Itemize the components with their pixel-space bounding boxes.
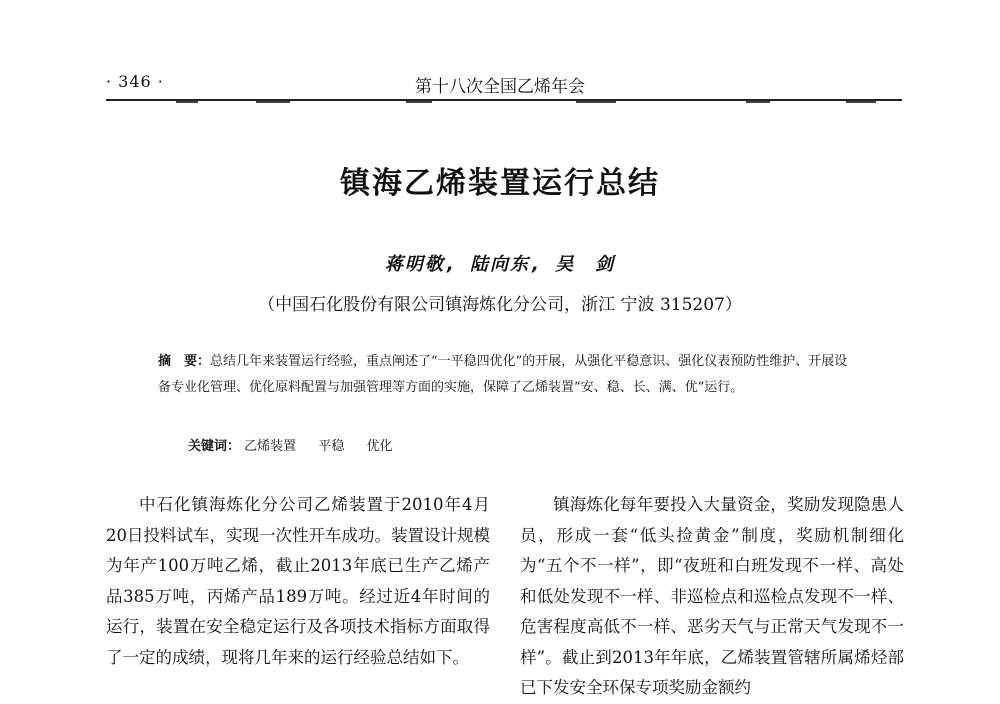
keyword: 平稳 (318, 439, 345, 454)
abstract-text: 总结几年来装置运行经验，重点阐述了“一平稳四优化”的开展，从强化平稳意识、强化仪表预防性维护、开展设备专业化管理、优化原料配置与加强管理等方面的实施，保障了乙烯装置“安、稳、长、满、优”运行。 (158, 354, 848, 395)
abstract-label: 摘 要： (158, 354, 211, 369)
body-right-column (520, 490, 904, 704)
abstract (158, 349, 860, 401)
author-separator: , (532, 254, 539, 275)
author-name: 陆向东 (470, 254, 530, 275)
body-paragraph: 镇海炼化每年要投入大量资金，奖励发现隐患人员，形成一套“低头捡黄金”制度，奖励机制细化为“五个不一样”，即“夜班和白班发现不一样、高处和低处发现不一样、非巡检点和巡检点发现不一样、危害程度高低不一样、恶劣天气与正常天气发现不一样”。截止到2013年年底，乙烯装置管辖所属烯烃部已下发安全环保专项奖励金额约 (520, 495, 904, 697)
keywords-label: 关键词： (188, 439, 241, 454)
author-name: 吴 剑 (555, 254, 616, 275)
author-list (0, 250, 1000, 276)
keyword: 优化 (366, 439, 393, 454)
keywords (188, 435, 410, 454)
body-left-column (106, 490, 490, 673)
article-title: 镇海乙烯装置运行总结 (340, 166, 660, 201)
author-name: 蒋明敬 (384, 254, 445, 275)
affiliation: （中国石化股份有限公司镇海炼化分公司，浙江 宁波 315207） (258, 295, 742, 315)
keyword: 乙烯装置 (244, 439, 297, 454)
running-head-title: 第十八次全国乙烯年会 (415, 77, 585, 97)
header-rule-ticks (106, 101, 902, 103)
body-paragraph: 中石化镇海炼化分公司乙烯装置于2010年4月20日投料试车，实现一次性开车成功。装置设计规模为年产100万吨乙烯，截止2013年底已生产乙烯产品385万吨，丙烯产品189万吨。经过近4年时间的运行，装置在安全稳定运行及各项技术指标方面取得了一定的成绩，现将几年来的运行经验总结如下。 (106, 495, 490, 667)
author-separator: , (446, 254, 454, 275)
page-number: · 346 · (106, 72, 164, 91)
